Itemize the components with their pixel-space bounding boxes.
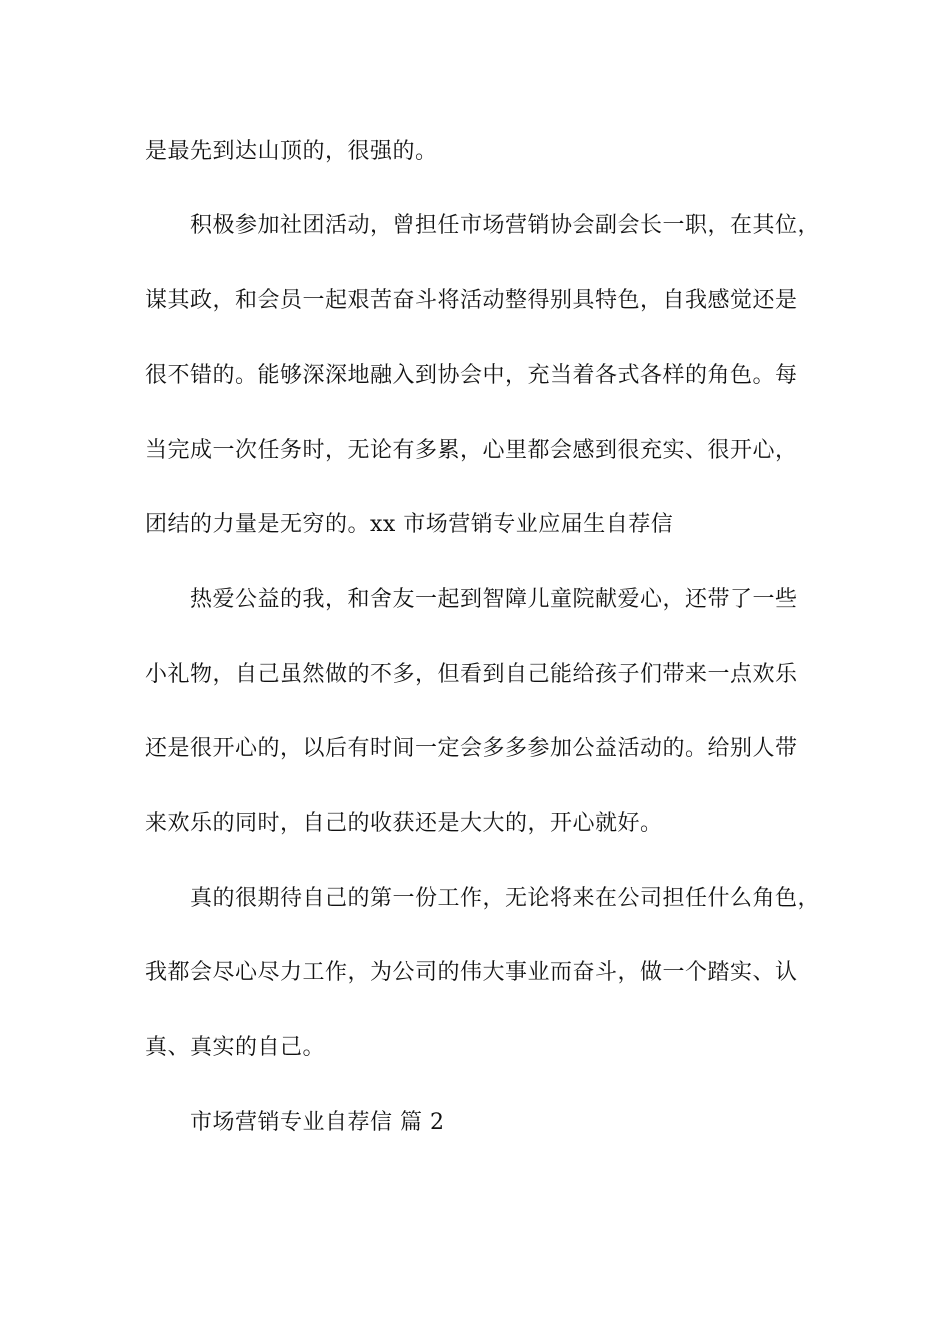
- text-line: 我都会尽心尽力工作，为公司的伟大事业而奋斗，做一个踏实、认: [145, 960, 798, 985]
- text-line: 热爱公益的我，和舍友一起到智障儿童院献爱心，还带了一些: [190, 587, 798, 612]
- text-line: 谋其政，和会员一起艰苦奋斗将活动整得别具特色，自我感觉还是: [145, 288, 798, 313]
- text-line: 来欢乐的同时，自己的收获还是大大的，开心就好。: [145, 811, 663, 836]
- text-line: 很不错的。能够深深地融入到协会中，充当着各式各样的角色。每: [145, 363, 798, 388]
- text-line: 是最先到达山顶的，很强的。: [145, 139, 438, 164]
- text-line: 小礼物，自己虽然做的不多，但看到自己能给孩子们带来一点欢乐: [145, 662, 798, 687]
- text-line: 当完成一次任务时，无论有多累，心里都会感到很充实、很开心，: [145, 438, 798, 463]
- text-line: 积极参加社团活动，曾担任市场营销协会副会长一职，在其位，: [190, 213, 821, 238]
- text-line: 还是很开心的，以后有时间一定会多多参加公益活动的。给别人带: [145, 736, 798, 761]
- text-line: 真的很期待自己的第一份工作，无论将来在公司担任什么角色，: [190, 886, 821, 911]
- text-line: 团结的力量是无穷的。xx 市场营销专业应届生自荐信: [145, 512, 674, 537]
- text-line: 真、真实的自己。: [145, 1035, 326, 1060]
- section-heading: 市场营销专业自荐信 篇 2: [190, 1110, 445, 1135]
